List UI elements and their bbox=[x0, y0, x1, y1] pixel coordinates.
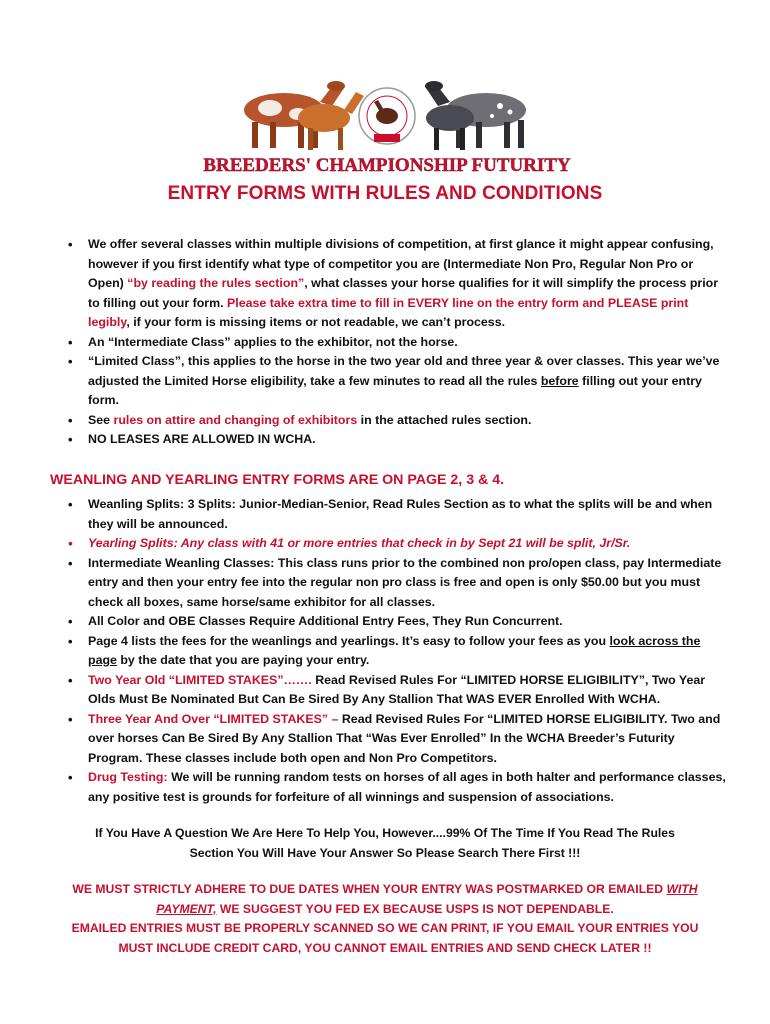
list-item: • We offer several classes within multiple divisions of competition, at first glance it might appear confusing, however if you first identify what type of competitor you are (Intermediate Non Pro, Regular Non Pro or Open) “by reading the rules section”, what classes your horse qualifies for it will simplify the process prior to filling out your form. Please take extra time to fill in EVERY line on the entry form and PLEASE print legibly, if your form is missing items or not readable, we can’t process. bbox=[60, 235, 730, 333]
list-item: • Drug Testing: We will be running random tests on horses of all ages in both halter and performance classes, any positive test is grounds for forfeiture of all winnings and suspension of associations. bbox=[60, 768, 730, 807]
list-item: • See rules on attire and changing of exhibitors in the attached rules section. bbox=[60, 411, 730, 431]
breeders-futurity-logo bbox=[203, 72, 571, 180]
list-item: • Three Year And Over “LIMITED STAKES” – Read Revised Rules For “LIMITED HORSE ELIGIBILITY. Two and over horses Can Be Sired By Any Stallion That “Was Ever Enrolled” In the WCHA Breeder’s Futurity Program. These classes include both open and Non Pro Competitors. bbox=[60, 710, 730, 769]
svg-text:BREEDERS' CHAMPIONSHIP FUTURIT: BREEDERS' CHAMPIONSHIP FUTURITY bbox=[203, 155, 571, 176]
weanling-list bbox=[60, 495, 730, 807]
due-date-warning bbox=[0, 880, 770, 958]
help-note-line: If You Have A Question We Are Here To Help You, However....99% Of The Time If You Read The Rules bbox=[95, 826, 675, 840]
section-heading: WEANLING AND YEARLING ENTRY FORMS ARE ON PAGE 2, 3 & 4. bbox=[50, 472, 505, 488]
list-item: • Page 4 lists the fees for the weanlings and yearlings. It’s easy to follow your fees as you look across the page by the date that you are paying your entry. bbox=[60, 632, 730, 671]
list-item: • An “Intermediate Class” applies to the exhibitor, not the horse. bbox=[60, 333, 730, 353]
seal-icon bbox=[359, 88, 415, 144]
list-item: • Weanling Splits: 3 Splits: Junior-Median-Senior, Read Rules Section as to what the splits will be and when they will be announced. bbox=[60, 495, 730, 534]
list-item: • “Limited Class”, this applies to the horse in the two year old and three year & over classes. This year we’ve adjusted the Limited Horse eligibility, take a few minutes to read all the rules before filling out your entry form. bbox=[60, 352, 730, 411]
help-note-line: Section You Will Have Your Answer So Please Search There First !!! bbox=[189, 845, 581, 860]
page-title: ENTRY FORMS WITH RULES AND CONDITIONS bbox=[167, 183, 603, 204]
warning-line: MUST INCLUDE CREDIT CARD, YOU CANNOT EMAIL ENTRIES AND SEND CHECK LATER !! bbox=[118, 940, 652, 955]
warning-line: WE MUST STRICTLY ADHERE TO DUE DATES WHEN YOUR ENTRY WAS POSTMARKED OR EMAILED WITH bbox=[72, 882, 698, 896]
warning-line: PAYMENT, WE SUGGEST YOU FED EX BECAUSE USPS IS NOT DEPENDABLE. bbox=[156, 901, 614, 916]
horse-logo-icon bbox=[203, 72, 571, 180]
intro-list bbox=[60, 235, 730, 450]
list-item: • Intermediate Weanling Classes: This class runs prior to the combined non pro/open class, pay Intermediate entry and then your entry fee into the regular non pro class is free and open is only $50.00 but you must check all boxes, same horse/same exhibitor for all classes. bbox=[60, 554, 730, 613]
list-item: • NO LEASES ARE ALLOWED IN WCHA. bbox=[60, 430, 730, 450]
list-item: • All Color and OBE Classes Require Additional Entry Fees, They Run Concurrent. bbox=[60, 612, 730, 632]
help-note bbox=[0, 824, 770, 863]
list-item: • Yearling Splits: Any class with 41 or more entries that check in by Sept 21 will be split, Jr/Sr. bbox=[60, 534, 730, 554]
warning-line: EMAILED ENTRIES MUST BE PROPERLY SCANNED SO WE CAN PRINT, IF YOU EMAIL YOUR ENTRIES YOU bbox=[71, 921, 699, 935]
list-item: • Two Year Old “LIMITED STAKES”……. Read Revised Rules For “LIMITED HORSE ELIGIBILITY”, Two Year Olds Must Be Nominated But Can Be Sired By Any Stallion That WAS EVER Enrolled With WCHA. bbox=[60, 671, 730, 710]
